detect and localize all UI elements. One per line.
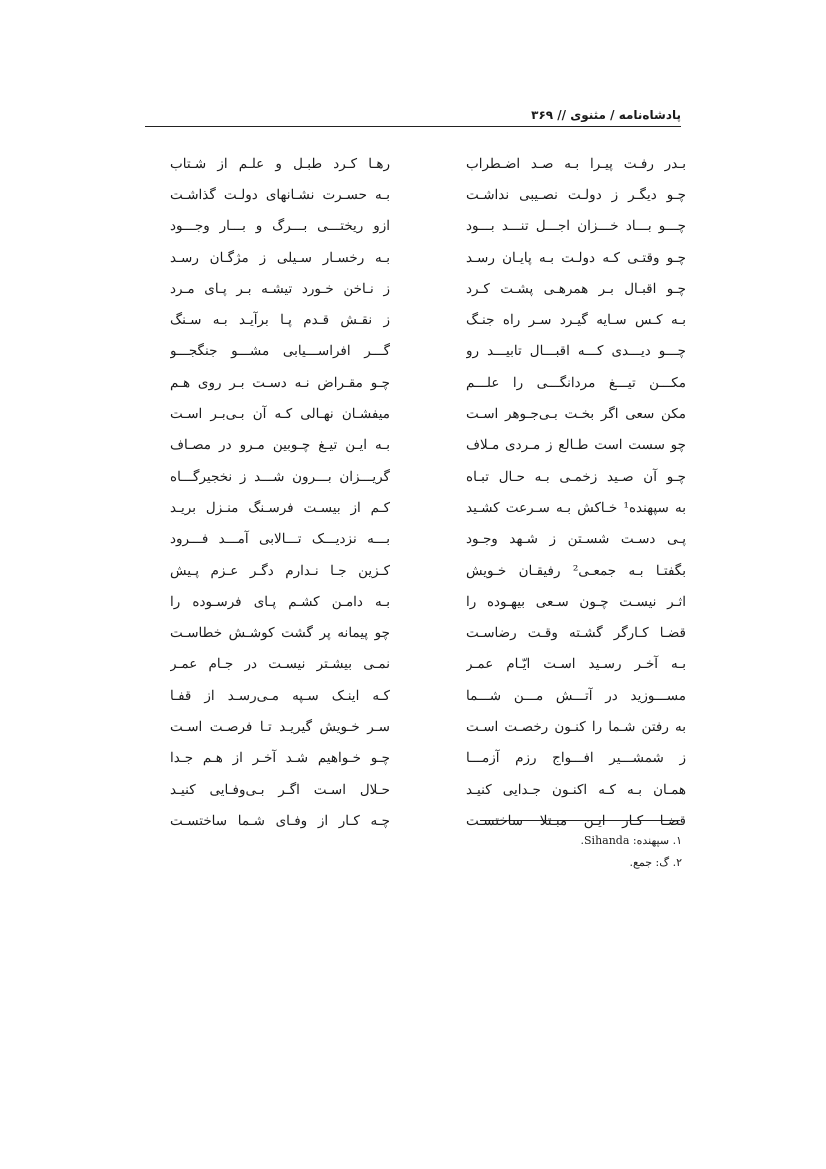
hemistich-right: چـــو بـــاد خـــزان اجـــل تنـــد بـــود	[466, 218, 686, 235]
couplet	[170, 555, 686, 586]
couplet	[170, 148, 686, 179]
couplet	[170, 179, 686, 210]
couplet	[170, 461, 686, 492]
footnote: ۱. سپهنده: Sihanda.	[580, 834, 682, 847]
running-header: پادشاه‌نامه / مثنوی // ۳۶۹	[531, 108, 681, 122]
hemistich-right: قضـا کـارگر گشـته وقـت رضاسـت	[466, 625, 686, 642]
couplet	[170, 211, 686, 242]
header-rule	[145, 126, 681, 127]
hemistich-left: کـم از بیسـت فرسـنگ منـزل بریـد	[170, 499, 390, 516]
hemistich-right: پـی دسـت شسـتن ز شـهد وجـود	[466, 531, 686, 548]
hemistich-left: کـه اینـک سـپه مـی‌رسـد از قفـا	[170, 687, 390, 704]
couplet	[170, 649, 686, 680]
footnote-rule	[480, 820, 680, 821]
hemistich-right: بـه کـس سـایه گیـرد سـر راه جنـگ	[466, 312, 686, 329]
couplet	[170, 524, 686, 555]
hemistich-left: سـر خـویش گیریـد تـا فرصـت اسـت	[170, 718, 390, 735]
hemistich-left: گـــر افراســـیابی مشـــو جنگجـــو	[170, 343, 390, 360]
hemistich-right: چـــو دیـــدی کـــه اقبـــال تابیـــد رو	[466, 343, 686, 360]
hemistich-left: رهـا کـرد طبـل و علـم از شـتاب	[170, 155, 390, 172]
couplet	[170, 774, 686, 805]
hemistich-left: میفشـان نهـالی کـه آن بـی‌بـر اسـت	[170, 406, 390, 423]
hemistich-left: ازو ریختـــی بـــرگ و بـــار وجـــود	[170, 218, 390, 235]
hemistich-right: به رفتن شـما را کنـون رخصـت اسـت	[466, 718, 686, 735]
hemistich-right: مســـوزید در آتـــش مـــن شـــما	[466, 687, 686, 704]
hemistich-right: بـدر رفـت پیـرا بـه صـد اضـطراب	[466, 155, 686, 172]
footnote: ۲. گ: جمع.	[629, 856, 682, 869]
hemistich-right: بـه آخـر رسـید اسـت ایّـام عمـر	[466, 656, 686, 673]
couplet	[170, 430, 686, 461]
hemistich-right: مکـــن تیـــغ مردانگـــی را علـــم	[466, 374, 686, 391]
couplet	[170, 617, 686, 648]
couplet	[170, 242, 686, 273]
couplet	[170, 586, 686, 617]
hemistich-right: چـو اقبـال بـر همرهـی پشـت کـرد	[466, 280, 686, 297]
couplet	[170, 367, 686, 398]
hemistich-right: مکن سعی اگر بخـت بـی‌جـوهر اسـت	[466, 406, 686, 423]
couplet	[170, 743, 686, 774]
hemistich-left: حـلال اسـت اگـر بـی‌وفـایی کنیـد	[170, 781, 390, 798]
couplet	[170, 492, 686, 523]
hemistich-left: بـه دامـن کشـم پـای فرسـوده را	[170, 593, 390, 610]
hemistich-right: چـو وقتـی کـه دولـت بـه پایـان رسـد	[466, 249, 686, 266]
hemistich-left: چـو مقـراض نـه دسـت بـر روی هـم	[170, 374, 390, 391]
hemistich-left: چو پیمانه پر گشت کوشـش خطاسـت	[170, 625, 390, 642]
hemistich-right: چو سست است طـالع ز مـردی مـلاف	[466, 437, 686, 454]
hemistich-right: اثـر نیسـت چـون سـعی بیهـوده را	[466, 593, 686, 610]
poem-body	[170, 148, 686, 837]
hemistich-left: ز نقـش قـدم پـا برآیـد بـه سـنگ	[170, 312, 390, 329]
hemistich-right: همـان بـه کـه اکنـون جـدایی کنیـد	[466, 781, 686, 798]
hemistich-right: به سپهنده¹ خـاکش بـه سـرعت کشـید	[466, 499, 686, 516]
hemistich-right: چـو دیگـر ز دولـت نصـیبی نداشـت	[466, 186, 686, 203]
hemistich-left: بـه حسـرت نشـانهای دولـت گذاشـت	[170, 186, 390, 203]
hemistich-right: بگفتـا بـه جمعـی² رفیقـان خـویش	[466, 562, 686, 579]
couplet	[170, 680, 686, 711]
hemistich-left: کـزین جـا نـدارم دگـر عـزم پـیش	[170, 562, 390, 579]
hemistich-right: قضـا کـار ایـن مبـتلا ساختسـت	[466, 812, 686, 829]
couplet	[170, 336, 686, 367]
footnotes	[420, 830, 682, 874]
hemistich-left: نمـی بیشـتر نیسـت در جـام عمـر	[170, 656, 390, 673]
hemistich-right: ز شمشـــیر افـــواج رزم آزمـــا	[466, 750, 686, 767]
hemistich-left: بـه ایـن تیـغ چـوبین مـرو در مصـاف	[170, 437, 390, 454]
hemistich-right: چـو آن صـید زخمـی بـه حـال تبـاه	[466, 468, 686, 485]
hemistich-left: ز نـاخن خـورد تیشـه بـر پـای مـرد	[170, 280, 390, 297]
couplet	[170, 398, 686, 429]
couplet	[170, 711, 686, 742]
hemistich-left: بـه رخسـار سـیلی ز مژگـان رسـد	[170, 249, 390, 266]
couplet	[170, 273, 686, 304]
hemistich-left: چـه کـار از وفـای شـما ساختسـت	[170, 812, 390, 829]
hemistich-left: بـــه نزدیـــک تـــالابی آمـــد فـــرود	[170, 531, 390, 548]
hemistich-left: چـو خـواهیم شـد آخـر از هـم جـدا	[170, 750, 390, 767]
couplet	[170, 304, 686, 335]
hemistich-left: گریـــزان بـــرون شـــد ز نخجیرگـــاه	[170, 468, 390, 485]
